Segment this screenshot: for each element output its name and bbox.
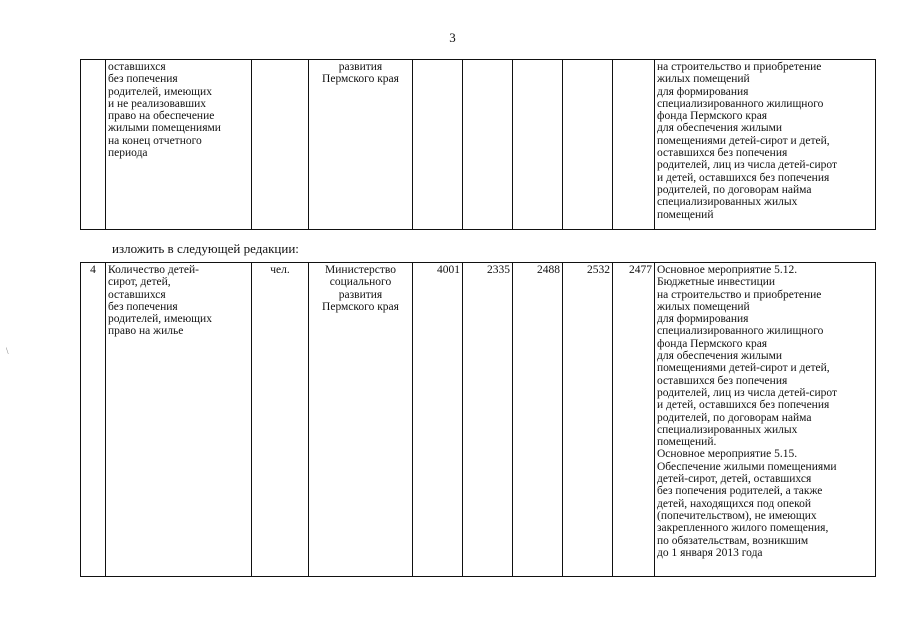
cell-indicator-name: Количество детей- сирот, детей, оставшихся без попечения родителей, имеющих право на жилье: [106, 263, 252, 577]
cell-value-4: 2532: [563, 263, 613, 577]
cell-activity: Основное мероприятие 5.12. Бюджетные инвестиции на строительство и приобретение жилых помещений для формирования специализированного жилищного фонда Пермского края для обеспечения жилыми помещениями детей-сирот и детей, оставшихся без попечения родителей, лиц из числа детей-сирот и детей, оставшихся без попечения родителей, по договорам найма специализированных жилых помещений. Основное мероприятие 5.15. Обеспечение жилыми помещениями детей-сирот, детей, оставшихся без попечения родителей, а также детей, находящихся под опекой (попечительством), не имеющих закрепленного жилого помещения, по обязательствам, возникшим до 1 января 2013 года: [655, 263, 876, 577]
cell-ministry: развития Пермского края: [309, 60, 413, 230]
table-row: [81, 60, 876, 230]
scan-mark: \: [6, 346, 9, 356]
cell-number: [81, 60, 106, 230]
cell-indicator-name: оставшихся без попечения родителей, имеющих и не реализовавших право на обеспечение жилыми помещениями на конец отчетного периода: [106, 60, 252, 230]
cell-value-2: 2335: [463, 263, 513, 577]
cell-value-3: [513, 60, 563, 230]
cell-value-2: [463, 60, 513, 230]
cell-value-5: 2477: [613, 263, 655, 577]
table-top-fragment: [80, 59, 876, 230]
cell-unit: [252, 60, 309, 230]
page-number: 3: [449, 30, 456, 45]
table-bottom: [80, 262, 876, 577]
table-row: [81, 263, 876, 577]
cell-value-1: [413, 60, 463, 230]
cell-value-3: 2488: [513, 263, 563, 577]
cell-value-4: [563, 60, 613, 230]
cell-number: 4: [81, 263, 106, 577]
cell-unit: чел.: [252, 263, 309, 577]
cell-value-5: [613, 60, 655, 230]
intro-text: изложить в следующей редакции:: [112, 241, 299, 256]
cell-value-1: 4001: [413, 263, 463, 577]
cell-ministry: Министерство социального развития Пермского края: [309, 263, 413, 577]
cell-activity: на строительство и приобретение жилых помещений для формирования специализированного жилищного фонда Пермского края для обеспечения жилыми помещениями детей-сирот и детей, оставшихся без попечения родителей, лиц из числа детей-сирот и детей, оставшихся без попечения родителей, по договорам найма специализированных жилых помещений: [655, 60, 876, 230]
